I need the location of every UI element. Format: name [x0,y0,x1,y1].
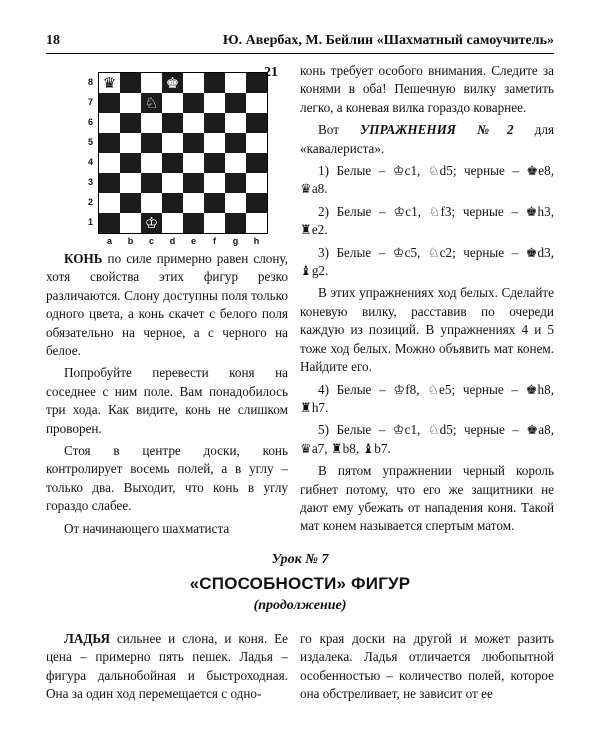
exercise-3: 3) Белые – ♔c5, ♘c2; черные – ♚d3, ♝g2. [300,244,554,279]
exercises-intro [300,121,554,158]
rank-label: 2 [88,197,94,207]
rank-label: 3 [88,177,94,187]
square-f4 [204,153,225,173]
square-a7 [99,93,120,113]
running-title: Ю. Авербах, М. Бейлин «Шахматный самоучитель» [222,33,554,48]
file-label: c [148,236,154,246]
square-g5 [225,133,246,153]
paragraph [46,250,288,360]
square-a1 [99,213,120,233]
square-c1 [141,213,162,233]
paragraph: В пятом упражнении черный король гибнет потому, что его же защитники не дают ему убежать от нападения коня. Такой мат конем называется спертым матом. [300,463,554,534]
square-b4 [120,153,141,173]
square-g6 [225,113,246,133]
intro-text: для «кавалериста». [300,122,555,156]
square-e4 [183,153,204,173]
square-c8 [141,73,162,93]
square-h3 [246,173,267,193]
square-b2 [120,193,141,213]
file-label: h [253,236,260,246]
bottom-left-column [46,630,288,704]
page-header [46,33,554,53]
exercise-2: 2) Белые – ♔c1, ♘f3; черные – ♚h3, ♜e2. [300,203,554,238]
square-c4 [141,153,162,173]
paragraph: го края доски на другой и может разить издалека. Ладья отличается любопытной особенностью – количество полей, которое она обстреливает, не зависит от ее [300,631,554,702]
square-b7 [120,93,141,113]
square-c3 [141,173,162,193]
square-f6 [204,113,225,133]
square-e2 [183,193,204,213]
square-h6 [246,113,267,133]
right-column [300,62,554,536]
square-b5 [120,133,141,153]
square-d4 [162,153,183,173]
square-f7 [204,93,225,113]
diagram-number: 21 [264,65,278,80]
exercises-heading: УПРАЖНЕНИЯ №2 [360,122,514,138]
rank-labels [88,72,96,232]
square-d1 [162,213,183,233]
square-d8 [162,73,183,93]
exercise-4: 4) Белые – ♔f8, ♘e5; черные – ♚h8, ♜h7. [300,381,554,415]
square-h2 [246,193,267,213]
file-labels [99,236,267,246]
square-g4 [225,153,246,173]
square-b8 [120,73,141,93]
square-d7 [162,93,183,113]
left-column [46,250,288,538]
square-e7 [183,93,204,113]
square-e6 [183,113,204,133]
square-c2 [141,193,162,213]
lesson-number: Урок № 7 [271,552,329,567]
exercise-5: 5) Белые – ♔c1, ♘d5; черные – ♚a8, ♛a7, ♜b8, ♝b7. [300,422,554,456]
header-rule [46,53,554,54]
file-label: e [190,236,196,246]
square-b6 [120,113,141,133]
paragraph: В этих упражнениях ход белых. Сделайте коневую вилку, расставив по очереди каждую из позиций. В упражнениях 4 и 5 тоже ход белых. Можно объявить мат конем. Найдите его. [300,285,554,375]
white-knight-icon: ♘ [144,93,159,112]
square-h1 [246,213,267,233]
square-e5 [183,133,204,153]
square-f1 [204,213,225,233]
square-a8 [99,73,120,93]
square-h4 [246,153,267,173]
paragraph: Попробуйте перевести коня на соседнее с ним поле. Вам понадобилось три хода. Как видите, конь не слишком проворен. [46,365,288,436]
square-g3 [225,173,246,193]
file-label: f [213,236,216,246]
term-rook: ЛАДЬЯ [64,631,110,646]
square-a5 [99,133,120,153]
square-h7 [246,93,267,113]
intro-text: Вот [318,122,361,138]
rank-label: 5 [88,137,94,147]
square-g2 [225,193,246,213]
rank-label: 8 [88,77,94,87]
paragraph-text: сильнее и слона, и коня. Ее цена – примерно пять пешек. Ладья – фигура дальнобойная и быстроходная. Она за один ход перемещается с одно- [46,631,288,702]
rank-label: 1 [88,217,94,227]
file-label: a [106,236,112,246]
file-label: g [232,236,239,246]
paragraph [46,630,288,704]
black-queen-icon: ♛ [102,73,117,92]
square-f5 [204,133,225,153]
square-e1 [183,213,204,233]
square-f3 [204,173,225,193]
rank-label: 6 [88,117,94,127]
square-e3 [183,173,204,193]
rank-label: 7 [88,97,94,107]
paragraph: конь требует особого внимания. Следите за конями в оба! Пешечную вилку заметить легко, а коневая вилка гораздо коварнее. [300,63,554,115]
rank-label: 4 [88,157,94,167]
paragraph: Стоя в центре доски, конь контролирует восемь полей, а в углу – только два. Выходит, что конь в углу гораздо слабее. [46,443,288,514]
paragraph-text: по силе примерно равен слону, хотя свойства этих фигур резко различаются. Слону доступны поля только одного цвета, а конь скачет с белого поля обязательно на черное, а с черного на белое. [46,251,288,359]
square-g8 [225,73,246,93]
square-a3 [99,173,120,193]
square-a4 [99,153,120,173]
square-a6 [99,113,120,133]
square-c7 [141,93,162,113]
paragraph: От начинающего шахматиста [64,520,230,536]
square-a2 [99,193,120,213]
square-c6 [141,113,162,133]
black-king-icon: ♚ [165,73,180,92]
square-c5 [141,133,162,153]
square-h5 [246,133,267,153]
square-b1 [120,213,141,233]
square-f2 [204,193,225,213]
lesson-subtitle: (продолжение) [253,598,347,613]
square-e8 [183,73,204,93]
square-d5 [162,133,183,153]
page-number: 18 [46,33,60,48]
square-g1 [225,213,246,233]
square-g7 [225,93,246,113]
file-label: d [169,236,176,246]
chess-diagram [98,72,268,234]
square-d6 [162,113,183,133]
term-knight: КОНЬ [64,251,103,266]
file-label: b [127,236,134,246]
exercise-1: 1) Белые – ♔c1, ♘d5; черные – ♚e8, ♛a8. [300,163,554,197]
square-f8 [204,73,225,93]
square-d2 [162,193,183,213]
lesson-title: «СПОСОБНОСТИ» ФИГУР [189,574,411,593]
square-b3 [120,173,141,193]
white-king-icon: ♔ [144,213,159,232]
square-d3 [162,173,183,193]
bottom-right-column [300,630,554,704]
